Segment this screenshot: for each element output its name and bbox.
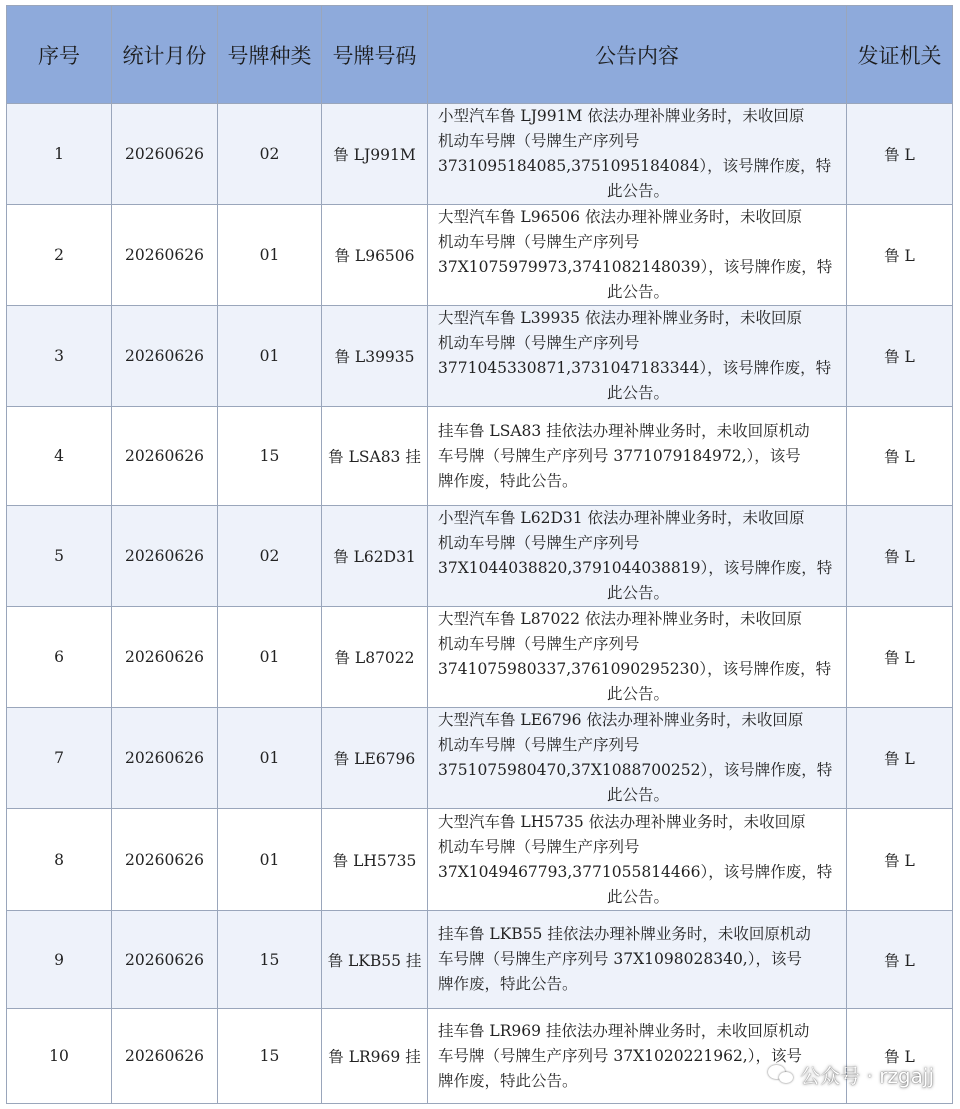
cell-month: 20260626 <box>112 506 218 607</box>
cell-serial: 3 <box>7 306 112 407</box>
cell-notice-content <box>428 809 847 911</box>
cell-serial: 5 <box>7 506 112 607</box>
cell-notice-content <box>428 205 847 306</box>
table-row <box>7 205 953 306</box>
notice-line: 机动车号牌（号牌生产序列号 <box>438 534 640 552</box>
cell-month: 20260626 <box>112 205 218 306</box>
notice-line: 机动车号牌（号牌生产序列号 <box>438 736 640 754</box>
notice-line: 大型汽车鲁 L87022 依法办理补牌业务时，未收回原 <box>438 610 802 628</box>
cell-notice-content <box>428 1009 847 1104</box>
notice-line: 3741075980337,3761090295230），该号牌作废，特 <box>438 660 832 678</box>
notice-line: 此公告。 <box>606 283 669 301</box>
cell-plate-number: 鲁 LR969 挂 <box>322 1009 428 1104</box>
cell-month: 20260626 <box>112 407 218 506</box>
cell-month: 20260626 <box>112 708 218 809</box>
table-body <box>7 104 953 1104</box>
cell-plate-type: 01 <box>218 607 322 708</box>
cell-plate-type: 15 <box>218 1009 322 1104</box>
table-row <box>7 407 953 506</box>
table-row <box>7 809 953 911</box>
table-row <box>7 708 953 809</box>
notice-line: 机动车号牌（号牌生产序列号 <box>438 635 640 653</box>
cell-plate-type: 15 <box>218 407 322 506</box>
table-row <box>7 306 953 407</box>
notice-line: 机动车号牌（号牌生产序列号 <box>438 837 640 856</box>
notice-line: 此公告。 <box>606 887 669 906</box>
table-row <box>7 607 953 708</box>
cell-serial: 9 <box>7 911 112 1009</box>
cell-month: 20260626 <box>112 607 218 708</box>
notice-line: 挂车鲁 LR969 挂依法办理补牌业务时，未收回原机动 <box>438 1021 810 1040</box>
header-month: 统计月份 <box>112 6 218 104</box>
cell-notice-content <box>428 306 847 407</box>
cell-plate-number: 鲁 LH5735 <box>322 809 428 911</box>
cell-plate-type: 01 <box>218 708 322 809</box>
notice-line: 此公告。 <box>606 384 669 402</box>
notice-line: 小型汽车鲁 LJ991M 依法办理补牌业务时，未收回原 <box>438 107 805 125</box>
notice-line: 此公告。 <box>606 685 669 703</box>
watermark-text: 公众号 · rzgajj <box>800 1064 934 1088</box>
table-row <box>7 1009 953 1104</box>
cell-issuer: 鲁 L <box>847 205 953 306</box>
notice-line: 此公告。 <box>606 182 669 200</box>
notice-line: 37X1049467793,3771055814466），该号牌作废，特 <box>438 862 833 881</box>
table-row <box>7 104 953 205</box>
notice-line: 车号牌（号牌生产序列号 37X1020221962,），该号 <box>438 1046 802 1065</box>
header-issuer: 发证机关 <box>847 6 953 104</box>
cell-plate-type: 01 <box>218 205 322 306</box>
notice-line: 小型汽车鲁 L62D31 依法办理补牌业务时，未收回原 <box>438 509 805 527</box>
notice-line: 37X1075979973,3741082148039），该号牌作废，特 <box>438 258 833 276</box>
cell-plate-number: 鲁 LSA83 挂 <box>322 407 428 506</box>
notice-line: 3771045330871,3731047183344），该号牌作废，特 <box>438 359 832 377</box>
cell-notice-content <box>428 607 847 708</box>
cell-plate-type: 01 <box>218 306 322 407</box>
notice-line: 此公告。 <box>606 584 669 602</box>
cell-serial: 2 <box>7 205 112 306</box>
cell-plate-number: 鲁 L96506 <box>322 205 428 306</box>
cell-serial: 8 <box>7 809 112 911</box>
notice-line: 大型汽车鲁 LH5735 依法办理补牌业务时，未收回原 <box>438 812 806 831</box>
cell-plate-type: 15 <box>218 911 322 1009</box>
notice-line: 大型汽车鲁 L96506 依法办理补牌业务时，未收回原 <box>438 208 802 226</box>
cell-notice-content <box>428 407 847 506</box>
header-serial: 序号 <box>7 6 112 104</box>
cell-notice-content <box>428 911 847 1009</box>
notice-line: 机动车号牌（号牌生产序列号 <box>438 334 640 352</box>
cell-month: 20260626 <box>112 809 218 911</box>
header-notice-content: 公告内容 <box>428 6 847 104</box>
cell-notice-content <box>428 506 847 607</box>
cell-serial: 4 <box>7 407 112 506</box>
notice-table <box>6 5 953 1104</box>
notice-line: 大型汽车鲁 L39935 依法办理补牌业务时，未收回原 <box>438 309 802 327</box>
cell-issuer: 鲁 L <box>847 506 953 607</box>
notice-line: 牌作废，特此公告。 <box>438 471 578 490</box>
header-plate-type: 号牌种类 <box>218 6 322 104</box>
notice-line: 此公告。 <box>606 786 669 804</box>
cell-serial: 1 <box>7 104 112 205</box>
cell-issuer: 鲁 L <box>847 306 953 407</box>
cell-plate-number: 鲁 LJ991M <box>322 104 428 205</box>
notice-line: 机动车号牌（号牌生产序列号 <box>438 132 640 150</box>
cell-month: 20260626 <box>112 104 218 205</box>
cell-issuer: 鲁 L <box>847 407 953 506</box>
notice-line: 车号牌（号牌生产序列号 37X1098028340,），该号 <box>438 950 802 968</box>
header-plate-number: 号牌号码 <box>322 6 428 104</box>
cell-plate-number: 鲁 L39935 <box>322 306 428 407</box>
cell-serial: 10 <box>7 1009 112 1104</box>
cell-month: 20260626 <box>112 306 218 407</box>
notice-line: 机动车号牌（号牌生产序列号 <box>438 233 640 251</box>
cell-plate-number: 鲁 L62D31 <box>322 506 428 607</box>
notice-line: 车号牌（号牌生产序列号 3771079184972,），该号 <box>438 446 801 465</box>
table-row <box>7 911 953 1009</box>
notice-line: 牌作废，特此公告。 <box>438 1071 578 1090</box>
cell-month: 20260626 <box>112 911 218 1009</box>
cell-issuer: 鲁 L <box>847 708 953 809</box>
cell-notice-content <box>428 708 847 809</box>
notice-line: 3731095184085,3751095184084），该号牌作废，特 <box>438 157 832 175</box>
notice-line: 37X1044038820,3791044038819），该号牌作废，特 <box>438 559 833 577</box>
notice-line: 挂车鲁 LKB55 挂依法办理补牌业务时，未收回原机动 <box>438 925 811 943</box>
cell-serial: 7 <box>7 708 112 809</box>
cell-issuer: 鲁 L <box>847 911 953 1009</box>
cell-notice-content <box>428 104 847 205</box>
notice-line: 3751075980470,37X1088700252），该号牌作废，特 <box>438 761 833 779</box>
cell-plate-type: 02 <box>218 104 322 205</box>
notice-line: 牌作废，特此公告。 <box>438 975 578 993</box>
notice-line: 挂车鲁 LSA83 挂依法办理补牌业务时，未收回原机动 <box>438 421 810 440</box>
cell-issuer: 鲁 L <box>847 1009 953 1104</box>
cell-month: 20260626 <box>112 1009 218 1104</box>
table-row <box>7 506 953 607</box>
cell-plate-type: 02 <box>218 506 322 607</box>
cell-issuer: 鲁 L <box>847 809 953 911</box>
notice-line: 大型汽车鲁 LE6796 依法办理补牌业务时，未收回原 <box>438 711 804 729</box>
cell-issuer: 鲁 L <box>847 104 953 205</box>
cell-issuer: 鲁 L <box>847 607 953 708</box>
cell-plate-number: 鲁 L87022 <box>322 607 428 708</box>
cell-plate-type: 01 <box>218 809 322 911</box>
cell-plate-number: 鲁 LE6796 <box>322 708 428 809</box>
cell-plate-number: 鲁 LKB55 挂 <box>322 911 428 1009</box>
table-header-row <box>7 6 953 104</box>
notice-table-wrapper <box>6 5 952 1104</box>
cell-serial: 6 <box>7 607 112 708</box>
